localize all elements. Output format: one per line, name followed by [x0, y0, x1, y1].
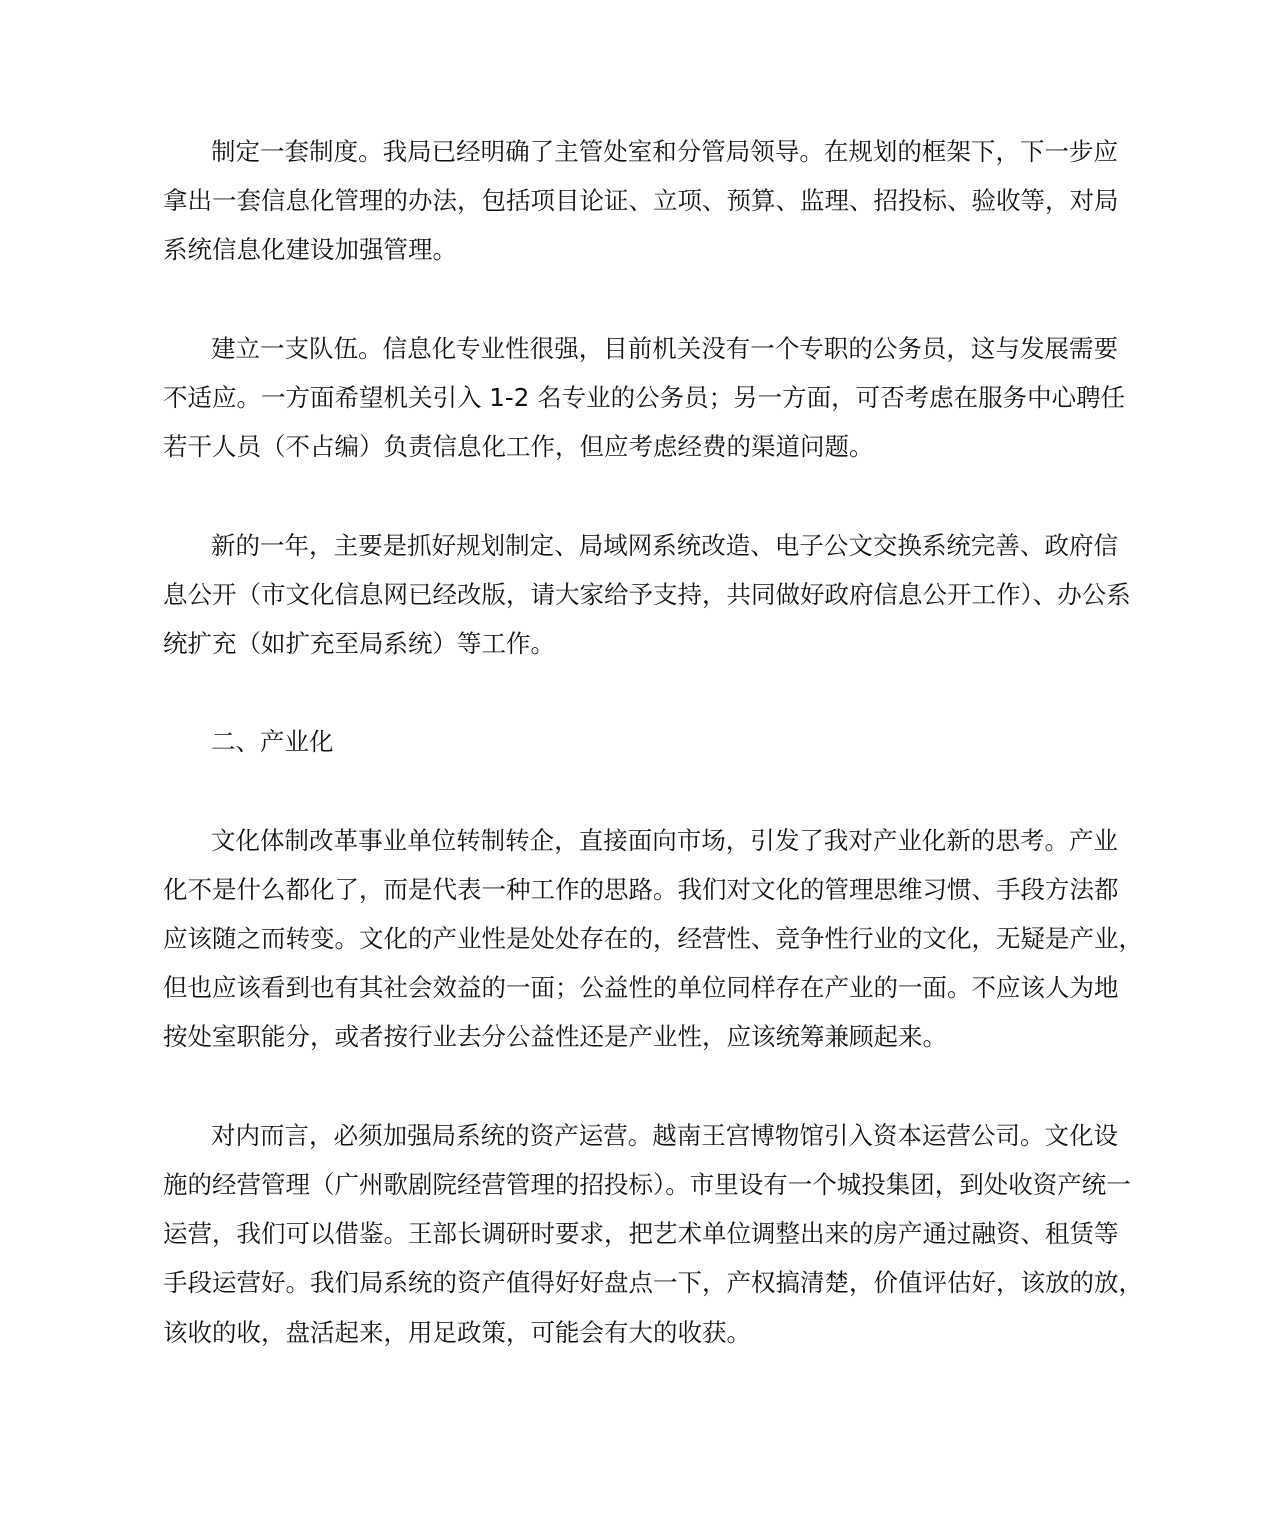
text-line: 若干人员（不占编）负责信息化工作，但应考虑经费的渠道问题。: [163, 432, 874, 462]
text-line: 运营，我们可以借鉴。王部长调研时要求，把艺术单位调整出来的房产通过融资、租赁等: [163, 1219, 1119, 1249]
text-line: 但也应该看到也有其社会效益的一面；公益性的单位同样存在产业的一面。不应该人为地: [163, 973, 1119, 1003]
text-line: 统扩充（如扩充至局系统）等工作。: [163, 628, 555, 658]
text-line: 对内而言，必须加强局系统的资产运营。越南王宫博物馆引入资本运营公司。文化设: [211, 1120, 1118, 1150]
text-line: 化不是什么都化了，而是代表一种工作的思路。我们对文化的管理思维习惯、手段方法都: [163, 874, 1119, 904]
text-line: 不适应。一方面希望机关引入 1-2 名专业的公务员；另一方面，可否考虑在服务中心聘任: [163, 382, 1126, 412]
paragraph: [163, 1111, 1143, 1357]
section-heading: [163, 717, 1118, 766]
text-line: 息公开（市文化信息网已经改版，请大家给予支持，共同做好政府信息公开工作）、办公系: [163, 579, 1131, 609]
paragraph: [163, 816, 1143, 1062]
text-line: 按处室职能分，或者按行业去分公益性还是产业性，应该统筹兼顾起来。: [163, 1022, 947, 1052]
paragraph: [163, 324, 1126, 472]
text-line: 该收的收，盘活起来，用足政策，可能会有大的收获。: [163, 1317, 751, 1347]
text-line: 手段运营好。我们局系统的资产值得好好盘点一下，产权搞清楚，价值评估好，该放的放，: [163, 1268, 1143, 1298]
text-line: 建立一支队伍。信息化专业性很强，目前机关没有一个专职的公务员，这与发展需要: [211, 333, 1118, 363]
text-line: 拿出一套信息化管理的办法，包括项目论证、立项、预算、监理、招投标、验收等，对局: [163, 186, 1119, 216]
document-page: [163, 127, 1143, 1406]
text-line: 文化体制改革事业单位转制转企，直接面向市场，引发了我对产业化新的思考。产业: [211, 825, 1118, 855]
text-line: 制定一套制度。我局已经明确了主管处室和分管局领导。在规划的框架下，下一步应: [211, 137, 1118, 166]
paragraph: [163, 127, 1118, 275]
text-line: 二、产业化: [211, 727, 334, 757]
text-line: 新的一年，主要是抓好规划制定、局域网系统改造、电子公文交换系统完善、政府信: [211, 530, 1118, 560]
text-line: 施的经营管理（广州歌剧院经营管理的招投标）。市里设有一个城投集团，到处收资产统一: [163, 1169, 1131, 1199]
text-line: 应该随之而转变。文化的产业性是处处存在的，经营性、竞争性行业的文化，无疑是产业，: [163, 924, 1143, 953]
paragraph: [163, 521, 1131, 669]
text-line: 系统信息化建设加强管理。: [163, 235, 457, 265]
